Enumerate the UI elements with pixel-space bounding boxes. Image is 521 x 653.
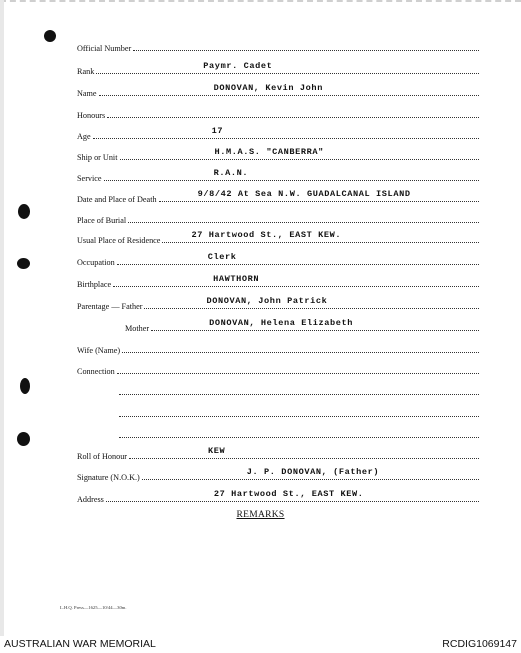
remarks-heading: REMARKS (236, 510, 285, 520)
dotted-line (122, 352, 479, 353)
dotted-line (119, 394, 479, 395)
dotted-line (119, 437, 479, 438)
dotted-line (104, 168, 479, 181)
label-connection: Connection (77, 366, 115, 376)
punch-hole-5 (17, 432, 30, 446)
field-official-number (77, 39, 481, 53)
field-address (77, 490, 481, 504)
dotted-line (93, 126, 479, 139)
label-date-place-death: Date and Place of Death (77, 194, 157, 204)
value-occupation: Clerk (207, 252, 237, 263)
dotted-line (144, 296, 479, 309)
label-wife: Wife (Name) (77, 345, 121, 355)
punch-hole-1 (44, 30, 56, 42)
label-official-number: Official Number (77, 43, 132, 53)
value-signature-nok: J. P. DONOVAN, (Father) (246, 467, 380, 478)
label-honours: Honours (77, 110, 106, 120)
dotted-line (120, 147, 480, 160)
field-age (77, 127, 481, 141)
value-usual-residence: 27 Hartwood St., EAST KEW. (191, 230, 342, 241)
field-name (77, 84, 481, 98)
punch-hole-3 (17, 258, 30, 269)
dotted-line (99, 83, 479, 96)
value-ship-or-unit: H.M.A.S. "CANBERRA" (214, 147, 324, 158)
connection-line-4 (117, 426, 481, 440)
field-connection (77, 362, 481, 376)
dotted-line (159, 189, 479, 202)
field-occupation (77, 253, 481, 267)
field-roll-of-honour (77, 447, 481, 461)
value-parentage-mother: DONOVAN, Helena Elizabeth (209, 318, 354, 329)
label-ship-or-unit: Ship or Unit (77, 152, 118, 162)
punch-hole-2 (18, 204, 30, 219)
label-age: Age (77, 131, 91, 141)
value-rank: Paymr. Cadet (203, 61, 273, 72)
label-birthplace: Birthplace (77, 279, 112, 289)
dotted-line (117, 373, 479, 374)
value-date-place-death: 9/8/42 At Sea N.W. GUADALCANAL ISLAND (197, 189, 411, 200)
label-usual-residence: Usual Place of Residence (77, 235, 161, 245)
label-service: Service (77, 173, 102, 183)
label-signature-nok: Signature (N.O.K.) (77, 472, 140, 482)
dotted-line (106, 489, 479, 502)
dotted-line (119, 416, 479, 417)
dotted-line (113, 274, 479, 287)
label-place-of-burial: Place of Burial (77, 215, 127, 225)
value-address: 27 Hartwood St., EAST KEW. (213, 489, 364, 500)
field-place-of-burial (77, 211, 481, 225)
archive-footer (0, 636, 521, 653)
connection-line-3 (117, 405, 481, 419)
value-birthplace: HAWTHORN (213, 274, 260, 285)
field-usual-residence (77, 231, 481, 245)
value-roll-of-honour: KEW (208, 446, 226, 457)
left-margin-shadow (0, 0, 4, 640)
dotted-line (133, 50, 479, 51)
field-birthplace (77, 275, 481, 289)
field-honours (77, 106, 481, 120)
value-name: DONOVAN, Kevin John (213, 83, 323, 94)
dotted-line (117, 252, 479, 265)
field-signature-nok (77, 468, 481, 482)
field-rank (77, 62, 481, 76)
label-parentage-mother: Mother (125, 323, 150, 333)
dotted-line (96, 61, 479, 74)
punch-hole-4 (20, 378, 30, 394)
dotted-line (142, 467, 479, 480)
field-parentage-mother (125, 319, 481, 333)
label-address: Address (77, 494, 104, 504)
label-parentage-father: Parentage — Father (77, 301, 143, 311)
label-rank: Rank (77, 66, 95, 76)
label-roll-of-honour: Roll of Honour (77, 451, 128, 461)
field-service (77, 169, 481, 183)
perforated-top-edge (0, 0, 521, 6)
value-parentage-father: DONOVAN, John Patrick (206, 296, 328, 307)
field-date-place-death (77, 190, 481, 204)
field-parentage-father (77, 297, 481, 311)
dotted-line (151, 318, 479, 331)
dotted-line (162, 230, 479, 243)
label-name: Name (77, 88, 97, 98)
connection-line-2 (117, 383, 481, 397)
footer-institution: AUSTRALIAN WAR MEMORIAL (4, 638, 156, 650)
field-wife (77, 341, 481, 355)
dotted-line (129, 446, 479, 459)
value-service: R.A.N. (213, 168, 249, 179)
printer-imprint: L.H.Q. Press—1625—10/44—30m. (60, 605, 127, 610)
dotted-line (107, 117, 479, 118)
field-ship-or-unit (77, 148, 481, 162)
label-occupation: Occupation (77, 257, 115, 267)
dotted-line (128, 222, 479, 223)
value-age: 17 (211, 126, 224, 137)
footer-record-id: RCDIG1069147 (442, 638, 517, 650)
